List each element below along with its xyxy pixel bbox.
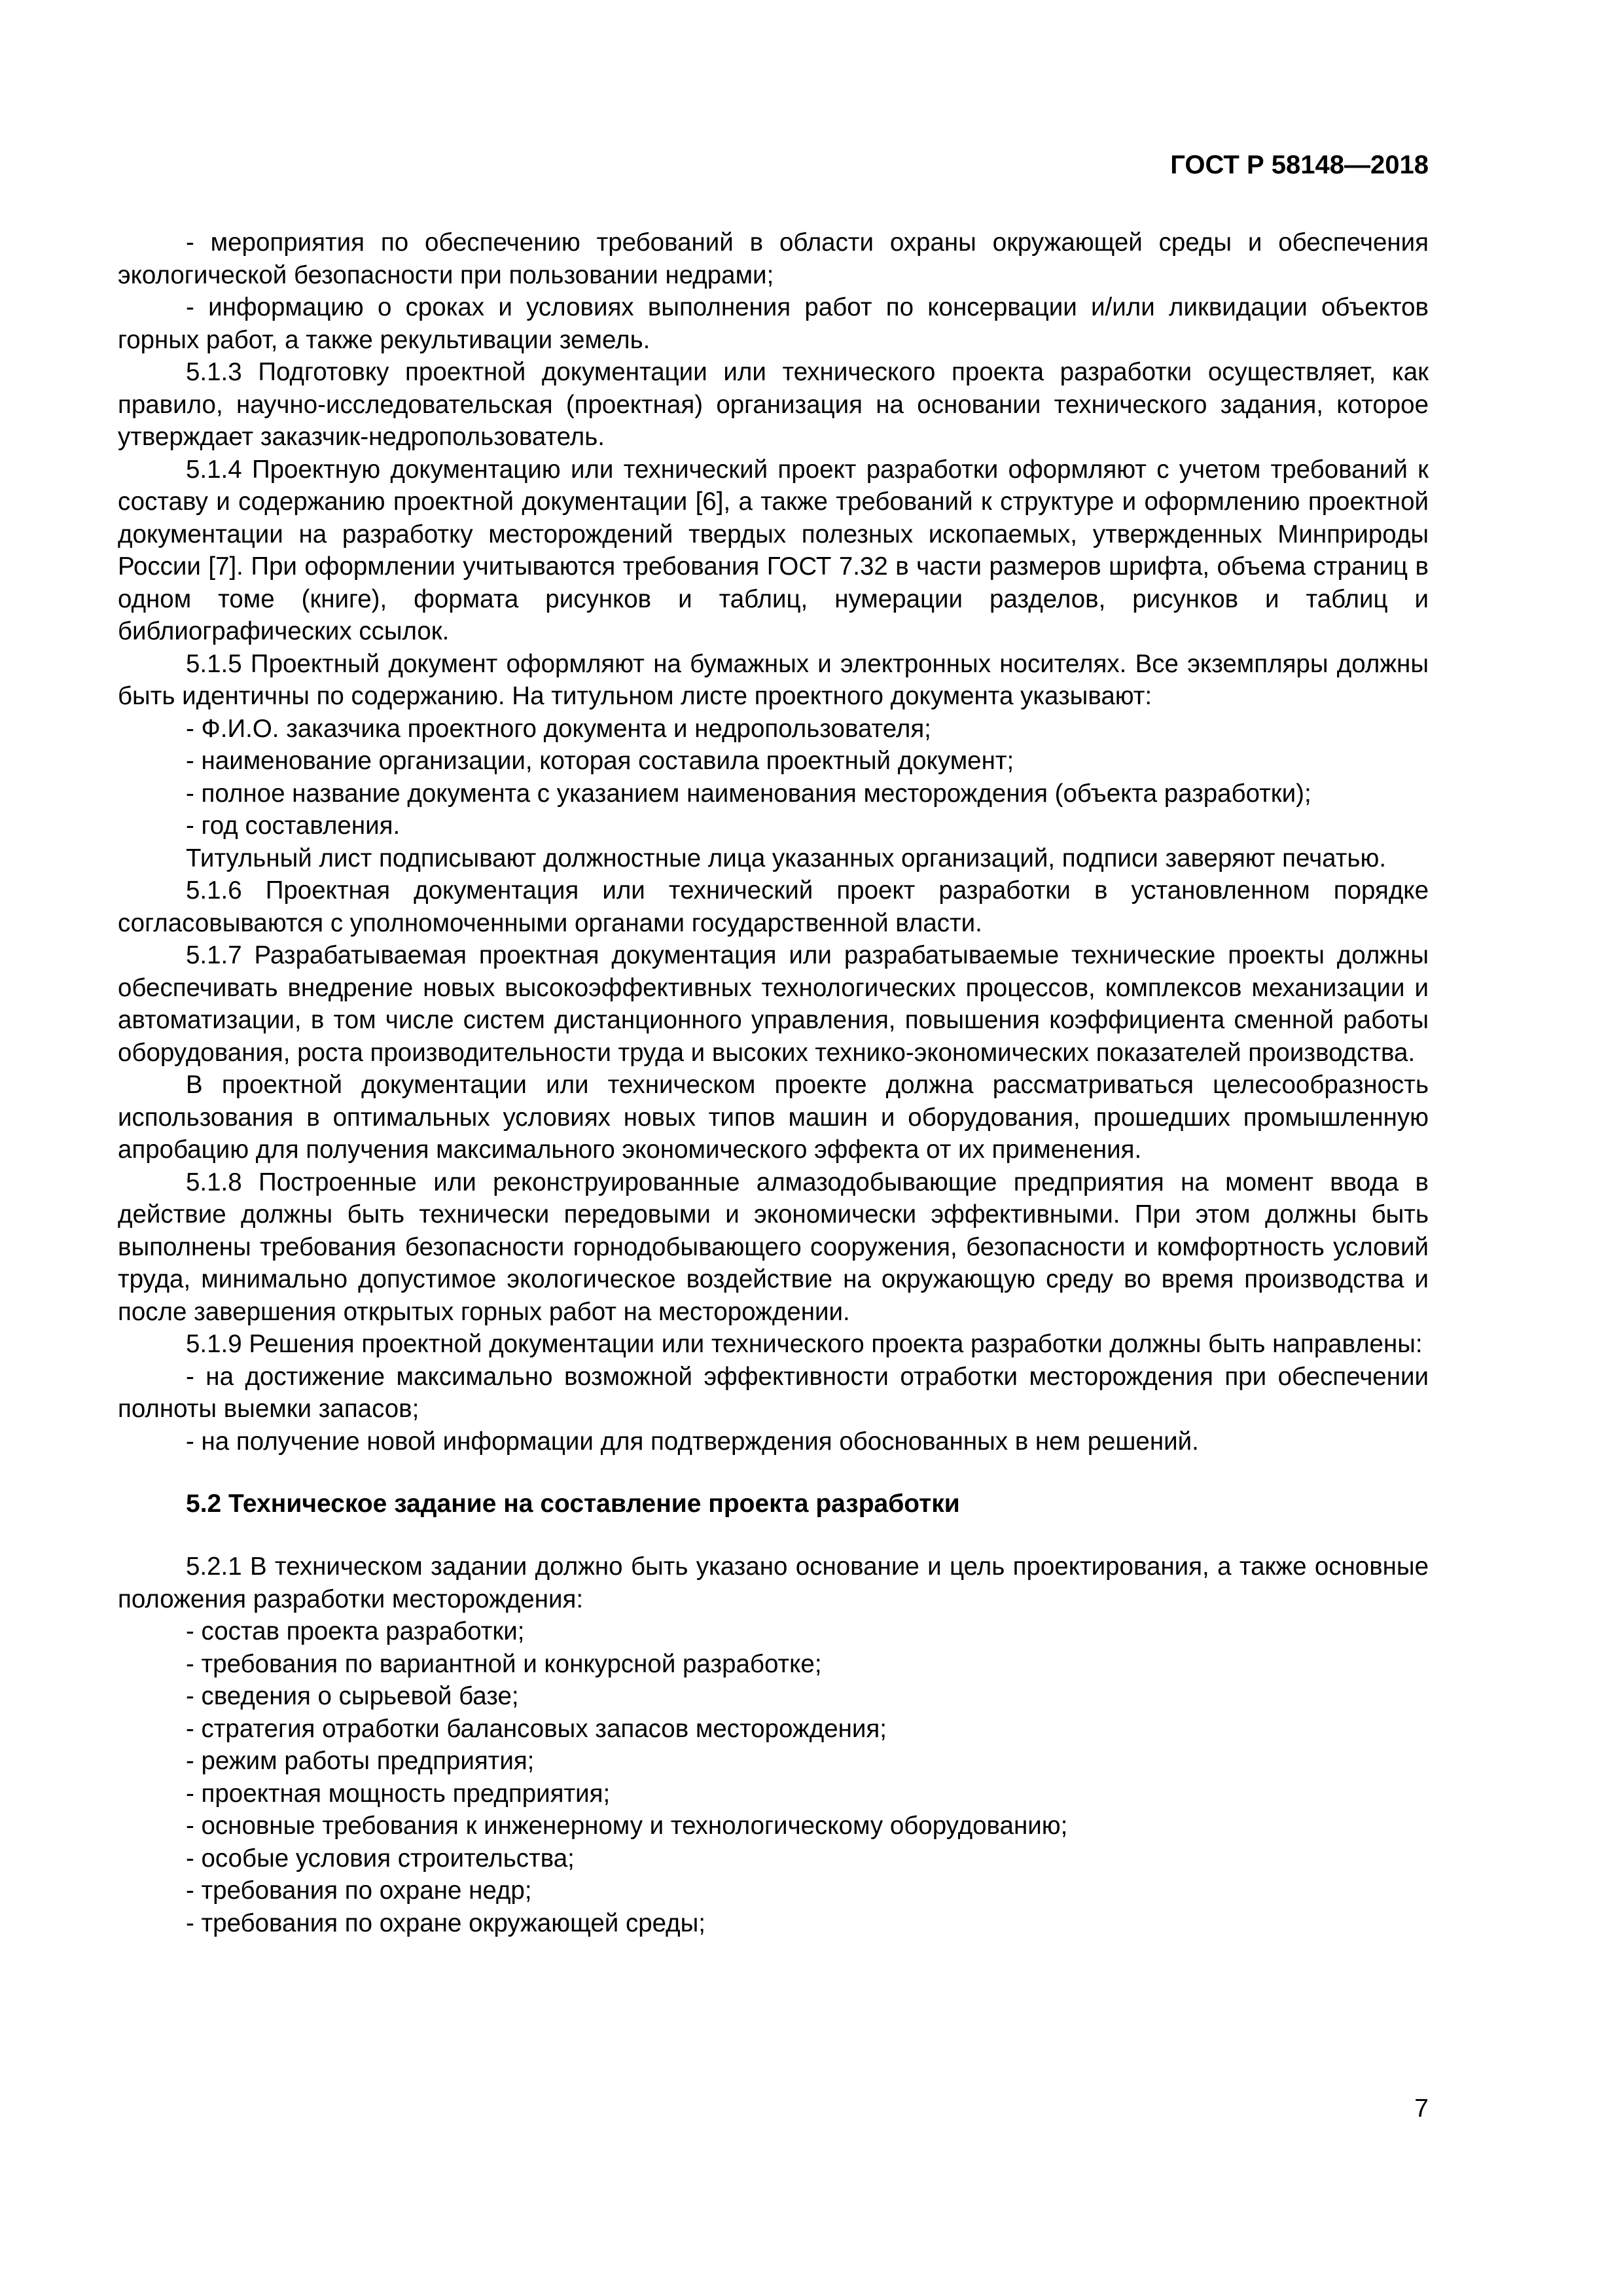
- paragraph-5-1-3: 5.1.3 Подготовку проектной документации или технического проекта разработки осуществляет, как правило, научно-исследовательская (проектная) организация на основании технического задания, которое утверждает заказчик-недропользователь.: [118, 358, 1429, 451]
- list-item: - сведения о сырьевой базе;: [186, 1682, 519, 1710]
- paragraph-5-1-7-continued: В проектной документации или техническом проекте должна рассматриваться целесообразность использования в оптимальных условиях новых типов машин и оборудования, прошедших промышленную апробацию для получения максимального экономического эффекта от их применения.: [118, 1071, 1429, 1164]
- paragraph-5-1-7: 5.1.7 Разрабатываемая проектная документация или разрабатываемые технические проекты должны обеспечивать внедрение новых высокоэффективных технологических процессов, комплексов механизации и автоматизации, в том числе систем дистанционного управления, повышения коэффициента сменной работы оборудования, роста производительности труда и высоких технико-экономических показателей производства.: [118, 941, 1429, 1067]
- paragraph-5-1-8: 5.1.8 Построенные или реконструированные алмазодобывающие предприятия на момент ввода в действие должны быть технически передовыми и экономически эффективными. При этом должны быть выполнены требования безопасности горнодобывающего сооружения, безопасности и комфортность условий труда, минимально допустимое экологическое воздействие на окружающую среду во время производства и после завершения открытых горных работ на месторождении.: [118, 1168, 1429, 1326]
- document-code-header: ГОСТ Р 58148—2018: [1170, 151, 1429, 179]
- section-heading-5-2: 5.2 Техническое задание на составление проекта разработки: [186, 1490, 960, 1518]
- list-item: - состав проекта разработки;: [186, 1617, 525, 1645]
- list-item: - наименование организации, которая составила проектный документ;: [186, 747, 1014, 775]
- list-item: - информацию о сроках и условиях выполнения работ по консервации и/или ликвидации объектов горных работ, а также рекультивации земель.: [118, 293, 1429, 354]
- paragraph-5-2-1: 5.2.1 В техническом задании должно быть указано основание и цель проектирования, а также основные положения разработки месторождения:: [118, 1552, 1429, 1613]
- paragraph-5-1-5: 5.1.5 Проектный документ оформляют на бумажных и электронных носителях. Все экземпляры должны быть идентичны по содержанию. На титульном листе проектного документа указывают:: [118, 649, 1429, 710]
- list-item: - основные требования к инженерному и технологическому оборудованию;: [186, 1812, 1068, 1840]
- paragraph-5-1-4: 5.1.4 Проектную документацию или технический проект разработки оформляют с учетом требований к составу и содержанию проектной документации [6], а также требований к структуре и оформлению проектной документации на разработку месторождений твердых полезных ископаемых, утвержденных Минприроды России [7]. При оформлении учитываются требования ГОСТ 7.32 в части размеров шрифта, объема страниц в одном томе (книге), формата рисунков и таблиц, нумерации разделов, рисунков и таблиц и библиографических ссылок.: [118, 455, 1429, 645]
- list-item: - на достижение максимально возможной эффективности отработки месторождения при обеспечении полноты выемки запасов;: [118, 1362, 1429, 1423]
- list-item: - стратегия отработки балансовых запасов месторождения;: [186, 1714, 887, 1743]
- list-item: - требования по охране окружающей среды;: [186, 1909, 706, 1937]
- list-item: - требования по вариантной и конкурсной разработке;: [186, 1649, 822, 1678]
- list-item: - полное название документа с указанием наименования месторождения (объекта разработки);: [186, 779, 1311, 808]
- list-item: - особые условия строительства;: [186, 1844, 575, 1873]
- list-item: - режим работы предприятия;: [186, 1747, 535, 1775]
- list-item: - проектная мощность предприятия;: [186, 1779, 611, 1808]
- list-item: - год составления.: [186, 812, 401, 840]
- list-item: - на получение новой информации для подтверждения обоснованных в нем решений.: [186, 1427, 1199, 1456]
- page-number: 7: [1414, 2094, 1429, 2123]
- list-item: - мероприятия по обеспечению требований в области охраны окружающей среды и обеспечения экологической безопасности при пользовании недрами;: [118, 228, 1429, 289]
- requirements-list: [118, 1615, 1429, 1939]
- list-item: - требования по охране недр;: [186, 1876, 532, 1905]
- paragraph-5-1-9: 5.1.9 Решения проектной документации или технического проекта разработки должны быть направлены:: [186, 1330, 1423, 1358]
- list-item: - Ф.И.О. заказчика проектного документа и недропользователя;: [186, 714, 931, 743]
- paragraph-5-1-6: 5.1.6 Проектная документация или технический проект разработки в установленном порядке согласовываются с уполномоченными органами государственной власти.: [118, 876, 1429, 937]
- document-body: [118, 226, 1429, 1939]
- paragraph-title-page-signature: Титульный лист подписывают должностные лица указанных организаций, подписи заверяют печатью.: [186, 844, 1387, 872]
